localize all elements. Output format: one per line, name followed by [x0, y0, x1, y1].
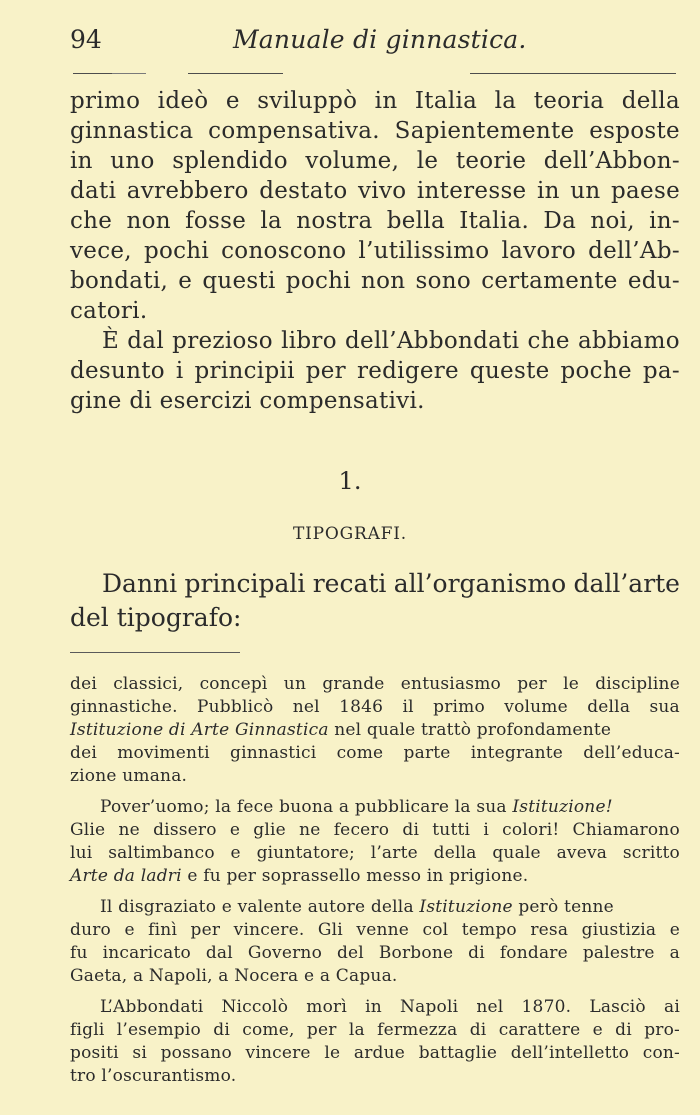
text-line: primo ideò e sviluppò in Italia la teoria della — [70, 88, 680, 114]
text-line: bondati, e questi pochi non sono certamente edu- — [70, 268, 680, 294]
footnote-paragraph-3 — [70, 896, 680, 988]
header-rule-left-2 — [112, 73, 146, 74]
paragraph-1 — [70, 86, 680, 326]
footnote-line: tro l’oscurantismo. — [70, 1066, 237, 1086]
footnote — [70, 673, 680, 1088]
footnote-line: L’Abbondati Niccolò morì in Napoli nel 1870. Lasciò ai — [100, 997, 680, 1017]
footnote-line: Pover’uomo; la fece buona a pubblicare la sua Istituzione! — [100, 797, 613, 817]
footnote-line: Istituzione di Arte Ginnastica nel quale trattò profondamente — [70, 720, 612, 740]
page-header — [70, 23, 680, 63]
footnote-line: Gaeta, a Napoli, a Nocera e a Capua. — [70, 966, 398, 986]
text-line: catori. — [70, 298, 148, 324]
main-text — [70, 86, 680, 416]
footnote-line: figli l’esempio di come, per la fermezza di carattere e di pro- — [70, 1020, 680, 1040]
footnote-line: dei classici, concepì un grande entusiasmo per le discipline — [70, 674, 680, 694]
running-title: Manuale di ginnastica. — [233, 25, 527, 54]
footnote-line: positi si possano vincere le ardue battaglie dell’intelletto con- — [70, 1043, 680, 1063]
text-line: gine di esercizi compensativi. — [70, 388, 425, 414]
section-number: 1. — [338, 467, 362, 495]
text-line: È dal prezioso libro dell’Abbondati che abbiamo — [102, 328, 680, 354]
footnote-line: Arte da ladri e fu per soprassello messo in prigione. — [70, 866, 529, 886]
section-intro — [70, 567, 680, 635]
footnote-line: lui saltimbanco e giuntatore; l’arte della quale aveva scritto — [70, 843, 680, 863]
text-line: Danni principali recati all’organismo dall’arte — [102, 569, 680, 598]
paragraph-2 — [70, 326, 680, 416]
text-line: in uno splendido volume, le teorie dell’Abbon- — [70, 148, 680, 174]
header-rule-center — [188, 73, 283, 74]
footnote-paragraph-1 — [70, 673, 680, 788]
footnote-paragraph-2 — [70, 796, 680, 888]
text-line: che non fosse la nostra bella Italia. Da noi, in- — [70, 208, 680, 234]
footnote-line: fu incaricato dal Governo del Borbone di fondare palestre a — [70, 943, 680, 963]
text-line: dati avrebbero destato vivo interesse in un paese — [70, 178, 680, 204]
section-title: TIPOGRAFI. — [292, 524, 407, 544]
footnote-line: zione umana. — [70, 766, 188, 786]
text-line: ginnastica compensativa. Sapientemente esposte — [70, 118, 680, 144]
footnote-line: Glie ne dissero e glie ne fecero di tutti i colori! Chiamarono — [70, 820, 680, 840]
page-number: 94 — [70, 25, 102, 54]
footnote-line: ginnastiche. Pubblicò nel 1846 il primo volume della sua — [70, 697, 680, 717]
header-rule-right — [470, 73, 676, 74]
footnote-line: Il disgraziato e valente autore della Istituzione però tenne — [100, 897, 614, 917]
text-line: desunto i principii per redigere queste poche pa- — [70, 358, 680, 384]
footnote-paragraph-4 — [70, 996, 680, 1088]
footnote-line: dei movimenti ginnastici come parte integrante dell’educa- — [70, 743, 680, 763]
footnote-divider — [70, 652, 240, 653]
text-line: vece, pochi conoscono l’utilissimo lavoro dell’Ab- — [70, 238, 680, 264]
text-line: del tipografo: — [70, 603, 242, 632]
footnote-line: duro e finì per vincere. Gli venne col tempo resa giustizia e — [70, 920, 680, 940]
